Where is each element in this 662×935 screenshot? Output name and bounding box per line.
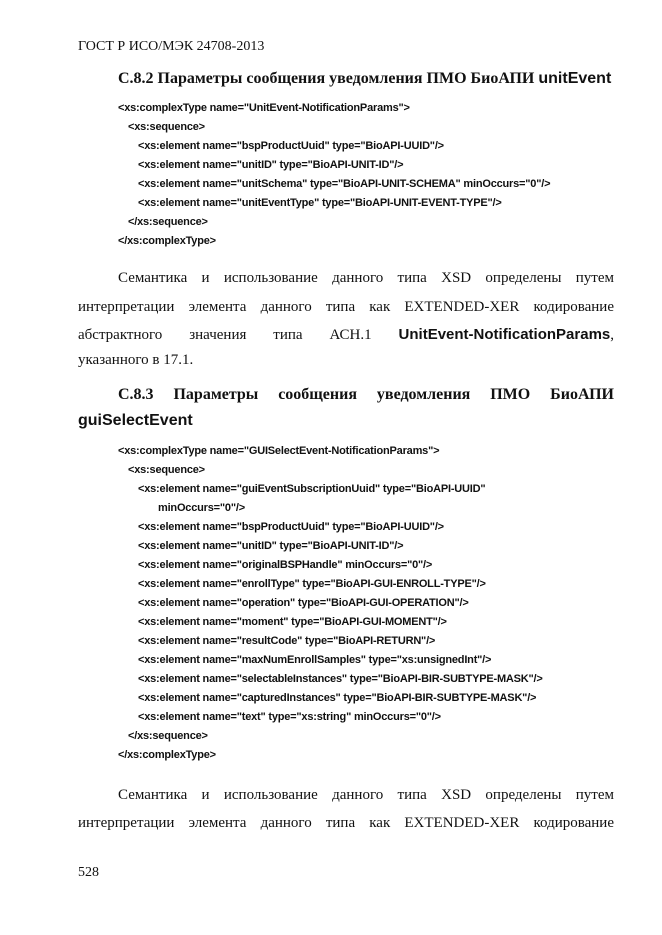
code-line: </xs:complexType>: [118, 749, 216, 761]
code-line: <xs:element name="resultCode" type="BioAPI-RETURN"/>: [138, 635, 436, 647]
code-line: <xs:element name="selectableInstances" type="BioAPI-BIR-SUBTYPE-MASK"/>: [138, 673, 543, 685]
code-line: <xs:element name="maxNumEnrollSamples" type="xs:unsignedInt"/>: [138, 654, 492, 666]
heading-text: С.8.2 Параметры сообщения уведомления ПМО БиоАПИ: [118, 70, 539, 87]
code-line: <xs:element name="operation" type="BioAPI-GUI-OPERATION"/>: [138, 597, 469, 609]
page-number: 528: [78, 865, 99, 880]
code-line: <xs:element name="unitSchema" type="BioAPI-UNIT-SCHEMA" minOccurs="0"/>: [138, 178, 551, 190]
type-name: UnitEvent-NotificationParams: [398, 326, 611, 343]
code-line: </xs:complexType>: [118, 235, 216, 247]
section-heading-c83-code: guiSelectEvent: [78, 412, 193, 429]
code-line: <xs:element name="unitEventType" type="BioAPI-UNIT-EVENT-TYPE"/>: [138, 197, 502, 209]
paragraph-line: Семантика и использование данного типа XSD определены путем: [118, 787, 614, 803]
code-line: <xs:element name="capturedInstances" type="BioAPI-BIR-SUBTYPE-MASK"/>: [138, 692, 537, 704]
code-line: <xs:element name="bspProductUuid" type="BioAPI-UUID"/>: [138, 521, 444, 533]
code-line: <xs:element name="guiEventSubscriptionUuid" type="BioAPI-UUID": [138, 483, 486, 495]
code-line: <xs:element name="bspProductUuid" type="BioAPI-UUID"/>: [138, 140, 444, 152]
code-line: <xs:element name="unitID" type="BioAPI-UNIT-ID"/>: [138, 159, 404, 171]
section-heading-c82: [118, 70, 611, 88]
code-line: <xs:element name="unitID" type="BioAPI-UNIT-ID"/>: [138, 540, 404, 552]
paragraph-line: [78, 326, 614, 344]
code-line: <xs:element name="originalBSPHandle" minOccurs="0"/>: [138, 559, 433, 571]
paragraph-line: Семантика и использование данного типа XSD определены путем: [118, 270, 614, 286]
code-line: <xs:element name="moment" type="BioAPI-GUI-MOMENT"/>: [138, 616, 447, 628]
paragraph-line: указанного в 17.1.: [78, 352, 194, 368]
paragraph-line: интерпретации элемента данного типа как EXTENDED-XER кодирование: [78, 299, 614, 315]
section-heading-c83: С.8.3 Параметры сообщения уведомления ПМО БиоАПИ: [118, 386, 614, 403]
paragraph-line: интерпретации элемента данного типа как EXTENDED-XER кодирование: [78, 815, 614, 831]
code-line: minOccurs="0"/>: [158, 502, 245, 514]
code-line: <xs:element name="text" type="xs:string" minOccurs="0"/>: [138, 711, 441, 723]
code-line: <xs:element name="enrollType" type="BioAPI-GUI-ENROLL-TYPE"/>: [138, 578, 486, 590]
code-line: <xs:sequence>: [128, 464, 205, 476]
code-line: </xs:sequence>: [128, 730, 208, 742]
heading-code: unitEvent: [538, 70, 612, 87]
code-line: <xs:complexType name="GUISelectEvent-NotificationParams">: [118, 445, 440, 457]
code-line: <xs:sequence>: [128, 121, 205, 133]
code-line: </xs:sequence>: [128, 216, 208, 228]
paragraph-text: ,: [610, 327, 614, 343]
paragraph-text: абстрактного значения типа АСН.1: [78, 327, 399, 343]
document-header: ГОСТ Р ИСО/МЭК 24708-2013: [78, 39, 265, 54]
code-line: <xs:complexType name="UnitEvent-NotificationParams">: [118, 102, 410, 114]
